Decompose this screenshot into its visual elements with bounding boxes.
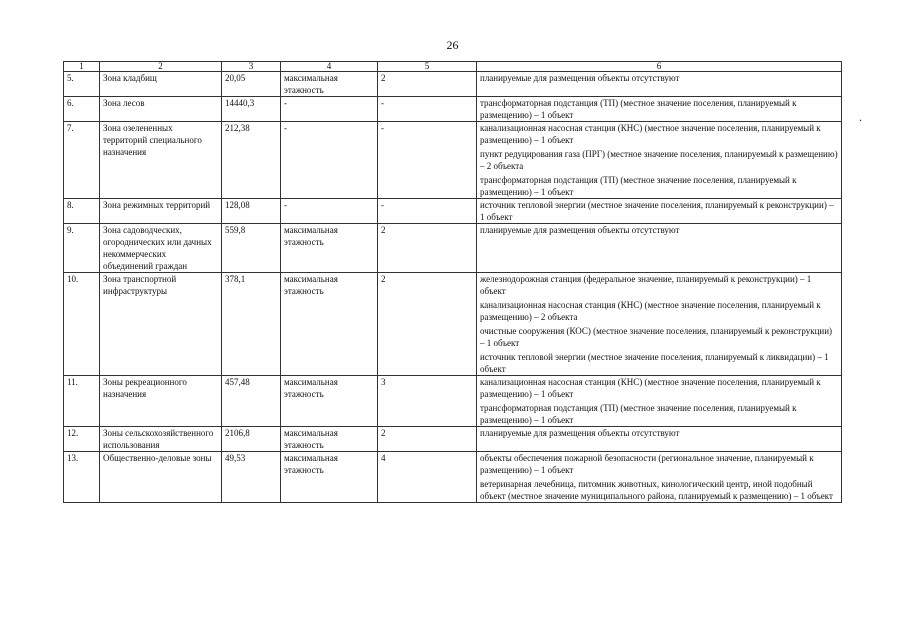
parameter-value: - <box>378 97 477 122</box>
parameter-name: максимальная этажность <box>281 376 378 427</box>
zone-name: Общественно-деловые зоны <box>100 452 222 503</box>
parameter-value: 2 <box>378 427 477 452</box>
parameter-name: максимальная этажность <box>281 273 378 376</box>
zone-area: 378,1 <box>222 273 281 376</box>
zone-name: Зона транспортной инфраструктуры <box>100 273 222 376</box>
column-header: 3 <box>222 62 281 72</box>
row-number: 6. <box>64 97 100 122</box>
planned-object-entry: планируемые для размещения объекты отсутствуют <box>480 428 680 438</box>
row-number: 7. <box>64 122 100 199</box>
row-number: 10. <box>64 273 100 376</box>
stray-mark: . <box>859 110 862 124</box>
planned-object-entry: источник тепловой энергии (местное значение поселения, планируемый к ликвидации) – 1 объект <box>480 352 829 374</box>
parameter-name: максимальная этажность <box>281 72 378 97</box>
planned-object-entry: планируемые для размещения объекты отсутствуют <box>480 225 680 235</box>
zone-area: 49,53 <box>222 452 281 503</box>
planned-objects <box>477 199 842 224</box>
planned-object-entry: очистные сооружения (КОС) (местное значение поселения, планируемый к реконструкции) – 1 объект <box>480 326 833 348</box>
column-header: 6 <box>477 62 842 72</box>
table-row <box>64 273 842 376</box>
parameter-value: 2 <box>378 224 477 273</box>
planned-object-entry: планируемые для размещения объекты отсутствуют <box>480 73 680 83</box>
zone-area: 559,8 <box>222 224 281 273</box>
parameter-value: 2 <box>378 273 477 376</box>
zone-area: 212,38 <box>222 122 281 199</box>
zone-name: Зоны сельскохозяйственного использования <box>100 427 222 452</box>
planned-object-entry: канализационная насосная станция (КНС) (местное значение поселения, планируемый к размещению) – 2 объекта <box>480 300 821 322</box>
parameter-value: 2 <box>378 72 477 97</box>
table-row <box>64 122 842 199</box>
row-number: 5. <box>64 72 100 97</box>
parameter-value: - <box>378 122 477 199</box>
table-row <box>64 452 842 503</box>
planned-objects <box>477 273 842 376</box>
zone-name: Зоны рекреационного назначения <box>100 376 222 427</box>
planned-object-entry: канализационная насосная станция (КНС) (местное значение поселения, планируемый к размещению) – 1 объект <box>480 123 821 145</box>
parameter-name: - <box>281 97 378 122</box>
parameter-value: - <box>378 199 477 224</box>
planned-object-entry: источник тепловой энергии (местное значение поселения, планируемый к реконструкции) – 1 объект <box>480 200 834 222</box>
zone-area: 457,48 <box>222 376 281 427</box>
row-number: 11. <box>64 376 100 427</box>
zone-area: 2106,8 <box>222 427 281 452</box>
planned-object-entry: пункт редуцирования газа (ПРГ) (местное значение поселения, планируемый к размещению) – 2 объекта <box>480 149 838 171</box>
parameter-name: максимальная этажность <box>281 224 378 273</box>
planned-objects <box>477 376 842 427</box>
planned-object-entry: объекты обеспечения пожарной безопасности (региональное значение, планируемый к размещению) – 1 объект <box>480 453 814 475</box>
parameter-value: 3 <box>378 376 477 427</box>
planned-object-entry: канализационная насосная станция (КНС) (местное значение поселения, планируемый к размещению) – 1 объект <box>480 377 821 399</box>
zone-name: Зона режимных территорий <box>100 199 222 224</box>
table-row <box>64 224 842 273</box>
planned-object-entry: трансформаторная подстанция (ТП) (местное значение поселения, планируемый к размещению) – 1 объект <box>480 175 797 197</box>
parameter-value: 4 <box>378 452 477 503</box>
column-header: 5 <box>378 62 477 72</box>
zone-name: Зона озелененных территорий специального назначения <box>100 122 222 199</box>
zone-area: 128,08 <box>222 199 281 224</box>
header-row <box>64 62 842 72</box>
row-number: 8. <box>64 199 100 224</box>
planned-objects <box>477 224 842 273</box>
planned-objects <box>477 122 842 199</box>
column-header: 4 <box>281 62 378 72</box>
column-header: 1 <box>64 62 100 72</box>
planned-objects <box>477 427 842 452</box>
zones-table <box>63 61 842 503</box>
planned-object-entry: железнодорожная станция (федеральное значение, планируемый к реконструкции) – 1 объект <box>480 274 812 296</box>
table-row <box>64 376 842 427</box>
page-number: 26 <box>446 38 459 52</box>
zone-area: 20,05 <box>222 72 281 97</box>
planned-objects <box>477 72 842 97</box>
table-row <box>64 199 842 224</box>
planned-object-entry: ветеринарная лечебница, питомник животных, кинологический центр, иной подобный объект (местное значение муниципального района, планируемый к размещению) – 1 объект <box>480 479 833 501</box>
planned-objects <box>477 97 842 122</box>
zone-name: Зона кладбищ <box>100 72 222 97</box>
zone-name: Зона садоводческих, огороднических или дачных некоммерческих объединений граждан <box>100 224 222 273</box>
parameter-name: максимальная этажность <box>281 452 378 503</box>
planned-object-entry: трансформаторная подстанция (ТП) (местное значение поселения, планируемый к размещению) – 1 объект <box>480 98 797 120</box>
table-row <box>64 72 842 97</box>
zone-name: Зона лесов <box>100 97 222 122</box>
zone-area: 14440,3 <box>222 97 281 122</box>
parameter-name: - <box>281 122 378 199</box>
table-row <box>64 427 842 452</box>
planned-object-entry: трансформаторная подстанция (ТП) (местное значение поселения, планируемый к размещению) – 1 объект <box>480 403 797 425</box>
row-number: 9. <box>64 224 100 273</box>
column-header: 2 <box>100 62 222 72</box>
row-number: 12. <box>64 427 100 452</box>
parameter-name: - <box>281 199 378 224</box>
table-row <box>64 97 842 122</box>
parameter-name: максимальная этажность <box>281 427 378 452</box>
row-number: 13. <box>64 452 100 503</box>
planned-objects <box>477 452 842 503</box>
